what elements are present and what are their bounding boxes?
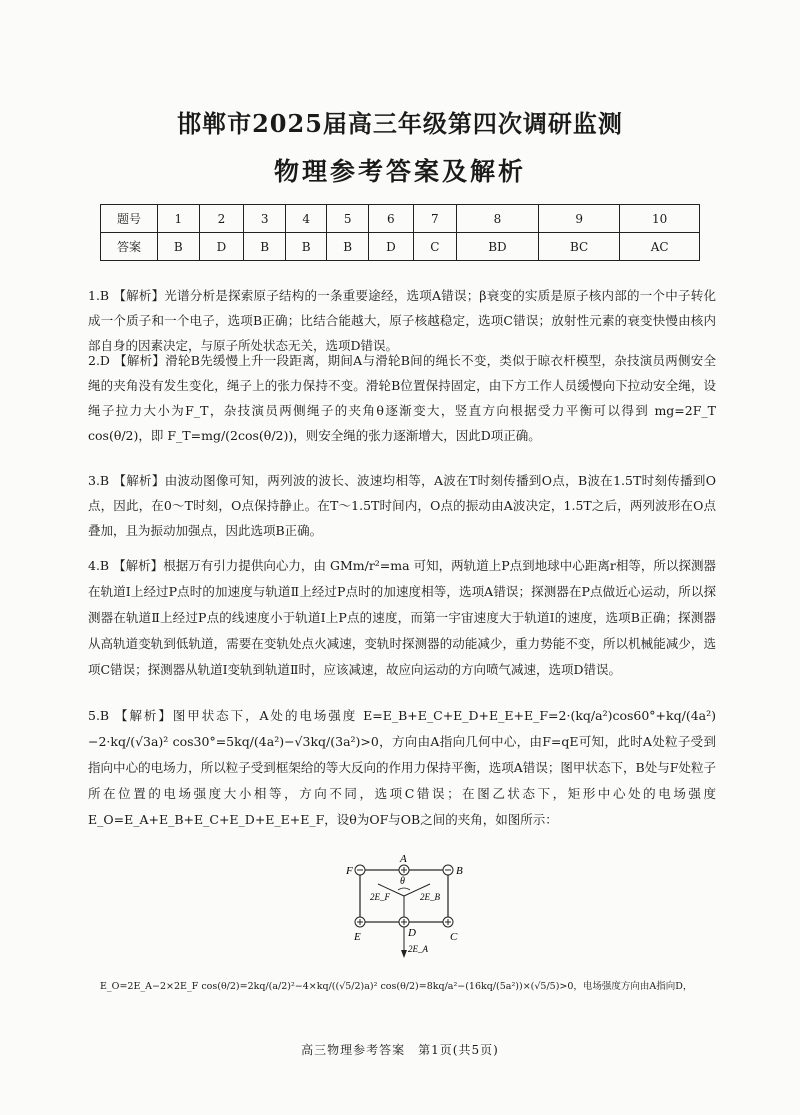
- label-c: C: [450, 931, 458, 943]
- charge-a: [399, 865, 409, 875]
- answer-cell: BC: [539, 233, 620, 261]
- solution-item-5: 5.B 【解析】图甲状态下，A处的电场强度 E=E_B+E_C+E_D+E_E+E_F=2·(kq/a²)cos60°+kq/(4a²)−2·kq/(√3a)² cos30°=5kq/(4a²)−√3kq/(3a²)>0，方向由A指向几何中心，由F=qE可知，此时A处粒子受到指向中心的电场力，所以粒子受到框架给的等大反向的作用力保持平衡，选项A错误；图甲状态下，B处与F处粒子所在位置的电场强度大小相等，方向不同，选项C错误；在图乙状态下，矩形中心处的电场强度 E_O=E_A+E_B+E_C+E_D+E_E+E_F，设θ为OF与OB之间的夹角，如图所示：: [88, 708, 716, 827]
- question-number: 8: [456, 205, 538, 233]
- solution-item-3: 3.B 【解析】由波动图像可知，两列波的波长、波速均相等，A波在T时刻传播到O点，B波在1.5T时刻传播到O点，因此，在0～T时刻，O点保持静止。在T～1.5T时间内，O点的振动由A波决定，1.5T之后，两列波形在O点叠加，且为振动加强点，因此选项B正确。: [88, 473, 716, 538]
- answer-cell: D: [368, 233, 413, 261]
- question-number: 2: [199, 205, 244, 233]
- question-number: 5: [327, 205, 369, 233]
- answer-cell: C: [413, 233, 456, 261]
- question-number: 4: [285, 205, 327, 233]
- question-number: 1: [158, 205, 200, 233]
- solution-item-4: 4.B 【解析】根据万有引力提供向心力，由 GMm/r²=ma 可知，两轨道上P点到地球中心距离r相等，所以探测器在轨道Ⅰ上经过P点时的加速度与轨道Ⅱ上经过P点时的加速度相等，选项A错误；探测器在P点做近心运动，所以探测器在轨道Ⅱ上经过P点的线速度小于轨道Ⅰ上P点的速度，而第一宇宙速度大于轨道Ⅰ的速度，选项B正确；探测器从高轨道变轨到低轨道，需要在变轨处点火减速，变轨时探测器的动能减少，重力势能不变，所以机械能减少，选项C错误；探测器从轨道Ⅰ变轨到轨道Ⅱ时，应该减速，故应向运动的方向喷气减速，选项D错误。: [88, 558, 716, 677]
- label-e: E: [354, 931, 361, 943]
- page-title: 邯郸市2025届高三年级第四次调研监测: [177, 109, 623, 138]
- question-number: 10: [620, 205, 700, 233]
- answer-table-number-row: [101, 205, 700, 233]
- solution-item-2: 2.D 【解析】滑轮B先缓慢上升一段距离，期间A与滑轮B间的绳长不变，类似于晾衣杆模型，杂技演员两侧安全绳的夹角没有发生变化，绳子上的张力保持不变。滑轮B位置保持固定，由下方工作人员缓慢向下拉动安全绳，设绳子拉力大小为F_T，杂技演员两侧绳子的夹角θ逐渐变大，竖直方向根据受力平衡可以得到 mg=2F_T cos(θ/2)，即 F_T=mg/(2cos(θ/2))，则安全绳的张力逐渐增大，因此D项正确。: [88, 353, 716, 443]
- row-label-number: 题号: [101, 205, 158, 233]
- answer-cell: B: [158, 233, 200, 261]
- answer-table: [100, 204, 700, 261]
- answer-cell: D: [199, 233, 244, 261]
- final-equation: E_O=2E_A−2×2E_F cos(θ/2)=2kq/(a/2)²−4×kq/((√5/2)a)² cos(θ/2)=8kq/a²−(16kq/(5a²))×(√5/5)>0，电场强度方向由A指向D，: [100, 981, 693, 992]
- answer-cell: BD: [456, 233, 538, 261]
- answer-cell: B: [244, 233, 286, 261]
- charge-f: [355, 865, 365, 875]
- page-subtitle: 物理参考答案及解析: [273, 157, 526, 186]
- label-b: B: [456, 865, 463, 877]
- label-f: F: [346, 865, 353, 877]
- label-d: D: [408, 927, 416, 939]
- answer-table-answer-row: [101, 233, 700, 261]
- question-number: 9: [539, 205, 620, 233]
- charge-d: [399, 917, 409, 927]
- charge-frame-diagram: [340, 850, 465, 965]
- label-theta: θ: [400, 876, 405, 887]
- question-number: 7: [413, 205, 456, 233]
- answer-cell: B: [327, 233, 369, 261]
- arrowhead-ea: [401, 950, 407, 958]
- question-number: 6: [368, 205, 413, 233]
- page-footer: 高三物理参考答案 第1页(共5页): [301, 1043, 499, 1057]
- theta-arc: [398, 888, 410, 890]
- charge-c: [443, 917, 453, 927]
- solution-item-1: 1.B 【解析】光谱分析是探索原子结构的一条重要途经，选项A错误；β衰变的实质是原子核内部的一个中子转化成一个质子和一个电子，选项B正确；比结合能越大，原子核越稳定，选项C错误；放射性元素的衰变快慢由核内部自身的因素决定，与原子所处状态无关，选项D错误。: [88, 288, 716, 353]
- label-2ea: 2E_A: [408, 944, 428, 954]
- label-2eb: 2E_B: [420, 892, 440, 902]
- charge-e: [355, 917, 365, 927]
- answer-cell: B: [285, 233, 327, 261]
- row-label-answer: 答案: [101, 233, 158, 261]
- answer-cell: AC: [620, 233, 700, 261]
- label-a: A: [400, 853, 407, 865]
- label-2ef: 2E_F: [370, 892, 390, 902]
- charge-b: [443, 865, 453, 875]
- question-number: 3: [244, 205, 286, 233]
